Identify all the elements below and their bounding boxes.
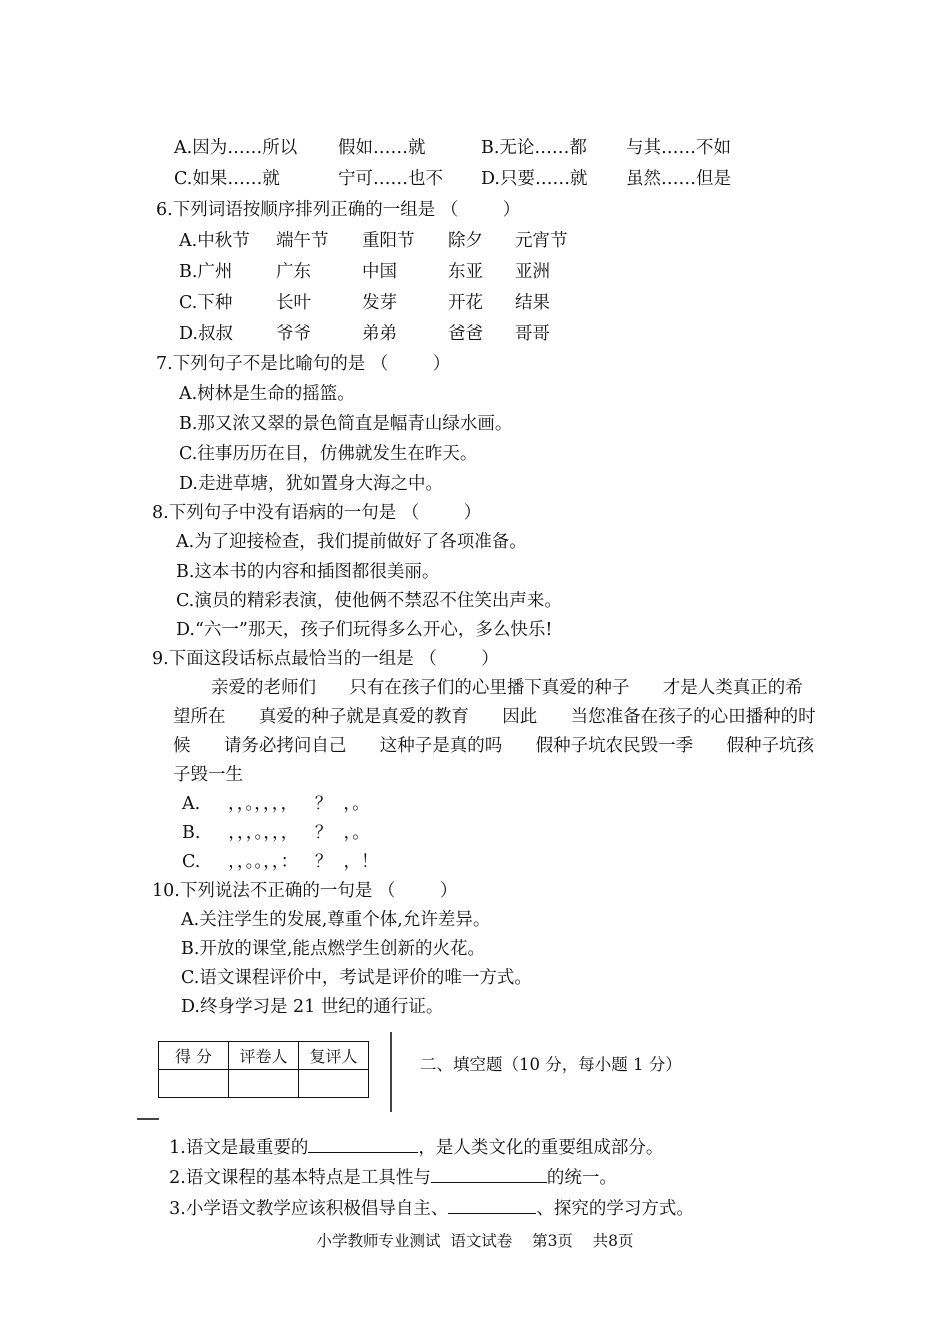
q9-option-c: C. ，，。。，，： ？ ，！: [182, 852, 379, 872]
fill-q1-after: ，是人类文化的重要组成部分。: [418, 1138, 664, 1158]
q6-c-word: 结果: [515, 293, 550, 313]
q6-a-word: 元宵节: [515, 231, 568, 251]
q10-stem: 10.下列说法不正确的一句是 （ ）: [152, 881, 458, 901]
page-footer: 小学教师专业测试 语文试卷 第3页 共8页: [316, 1232, 634, 1250]
q5-option-b2: 与其……不如: [626, 138, 731, 158]
q5-option-a2: 假如……就: [338, 138, 426, 158]
q5-option-c1: C.如果……就: [174, 169, 280, 189]
q6-stem: 6.下列词语按顺序排列正确的一组是 （ ）: [156, 200, 521, 220]
fill-q3-after: 、探究的学习方式。: [536, 1199, 694, 1219]
q9-stem: 9.下面这段话标点最恰当的一组是 （ ）: [152, 649, 499, 669]
q10-option-a: A.关注学生的发展,尊重个体,允许差异。: [181, 910, 491, 930]
q8-option-d: D.“六一”那天，孩子们玩得多么开心，多么快乐!: [176, 620, 553, 640]
q9-passage-line: 候 请务必拷问自己 这种子是真的吗 假种子坑农民毁一季 假种子坑孩: [173, 736, 815, 756]
q6-d-word: D.叔叔: [179, 324, 233, 344]
q5-option-b1: B.无论……都: [481, 138, 587, 158]
q9-passage-line: 亲爱的老师们 只有在孩子们的心里播下真爱的种子 才是人类真正的希: [211, 678, 803, 698]
grader-header: 评卷人: [229, 1042, 299, 1070]
fill-q3-blank[interactable]: [448, 1195, 536, 1214]
q5-option-a1: A.因为……所以: [174, 138, 298, 158]
q6-d-word: 爸爸: [448, 324, 483, 344]
q10-option-d: D.终身学习是 21 世纪的通行证。: [181, 997, 444, 1017]
grader-cell[interactable]: [229, 1070, 299, 1098]
q5-option-d1: D.只要……就: [481, 169, 588, 189]
q6-b-word: 广东: [276, 262, 311, 282]
q6-c-word: 发芽: [362, 293, 397, 313]
q6-c-word: 开花: [448, 293, 483, 313]
q6-b-word: 东亚: [448, 262, 483, 282]
score-cell[interactable]: [159, 1070, 229, 1098]
score-table-header-row: [159, 1042, 369, 1070]
q6-b-word: B.广州: [179, 262, 233, 282]
q8-option-a: A.为了迎接检查，我们提前做好了各项准备。: [176, 532, 527, 552]
fill-q3: [158, 1171, 694, 1221]
q6-a-word: 除夕: [448, 231, 483, 251]
q5-option-d2: 虽然……但是: [626, 169, 731, 189]
q9-option-a: A. ，，。，，，， ？ ，。: [182, 794, 370, 814]
q5-option-c2: 宁可……也不: [338, 169, 443, 189]
fill-q1-before: 1.语文是最重要的: [169, 1138, 309, 1158]
q9-option-b: B. ，，，。，，， ？ ，。: [182, 823, 370, 843]
q8-stem: 8.下列句子中没有语病的一句是 （ ）: [152, 503, 482, 523]
reviewer-cell[interactable]: [299, 1070, 369, 1098]
q7-option-c: C.往事历历在目，仿佛就发生在昨天。: [179, 444, 478, 464]
q6-b-word: 中国: [362, 262, 397, 282]
q7-option-d: D.走进草塘，犹如置身大海之中。: [179, 474, 443, 494]
fill-q2-before: 2.语文课程的基本特点是工具性与: [169, 1168, 431, 1188]
q6-d-word: 哥哥: [515, 324, 550, 344]
q9-passage-line: 望所在 真爱的种子就是真爱的教育 因此 当您准备在孩子的心田播种的时: [173, 707, 816, 727]
q7-option-b: B.那又浓又翠的景色简直是幅青山绿水画。: [179, 414, 513, 434]
q6-a-word: 端午节: [276, 231, 329, 251]
score-table-entry-row: [159, 1070, 369, 1098]
q6-d-word: 弟弟: [362, 324, 397, 344]
q7-stem: 7.下列句子不是比喻句的是 （ ）: [156, 354, 451, 374]
fill-q2-after: 的统一。: [546, 1168, 617, 1188]
q6-a-word: A.中秋节: [179, 231, 250, 251]
q6-b-word: 亚洲: [515, 262, 550, 282]
q7-option-a: A.树林是生命的摇篮。: [179, 384, 355, 404]
section-2-title: 二、填空题（10 分，每小题 1 分）: [420, 1055, 682, 1074]
q8-option-c: C.演员的精彩表演，使他俩不禁忍不住笑出声来。: [176, 591, 562, 611]
q6-d-word: 爷爷: [276, 324, 311, 344]
q6-c-word: 长叶: [276, 293, 311, 313]
q10-option-b: B.开放的课堂,能点燃学生创新的火花。: [181, 939, 485, 959]
score-header: 得 分: [159, 1042, 229, 1070]
section-divider-stub: [137, 1118, 159, 1120]
q8-option-b: B.这本书的内容和插图都很美丽。: [176, 562, 440, 582]
reviewer-header: 复评人: [299, 1042, 369, 1070]
score-table: [158, 1041, 369, 1098]
section-divider-vertical: [390, 1032, 392, 1112]
q10-option-c: C.语文课程评价中，考试是评价的唯一方式。: [181, 968, 532, 988]
fill-q3-before: 3.小学语文教学应该积极倡导自主、: [169, 1199, 449, 1219]
q6-a-word: 重阳节: [362, 231, 415, 251]
q9-passage-line: 子毁一生: [173, 765, 243, 785]
q6-c-word: C.下种: [179, 293, 233, 313]
